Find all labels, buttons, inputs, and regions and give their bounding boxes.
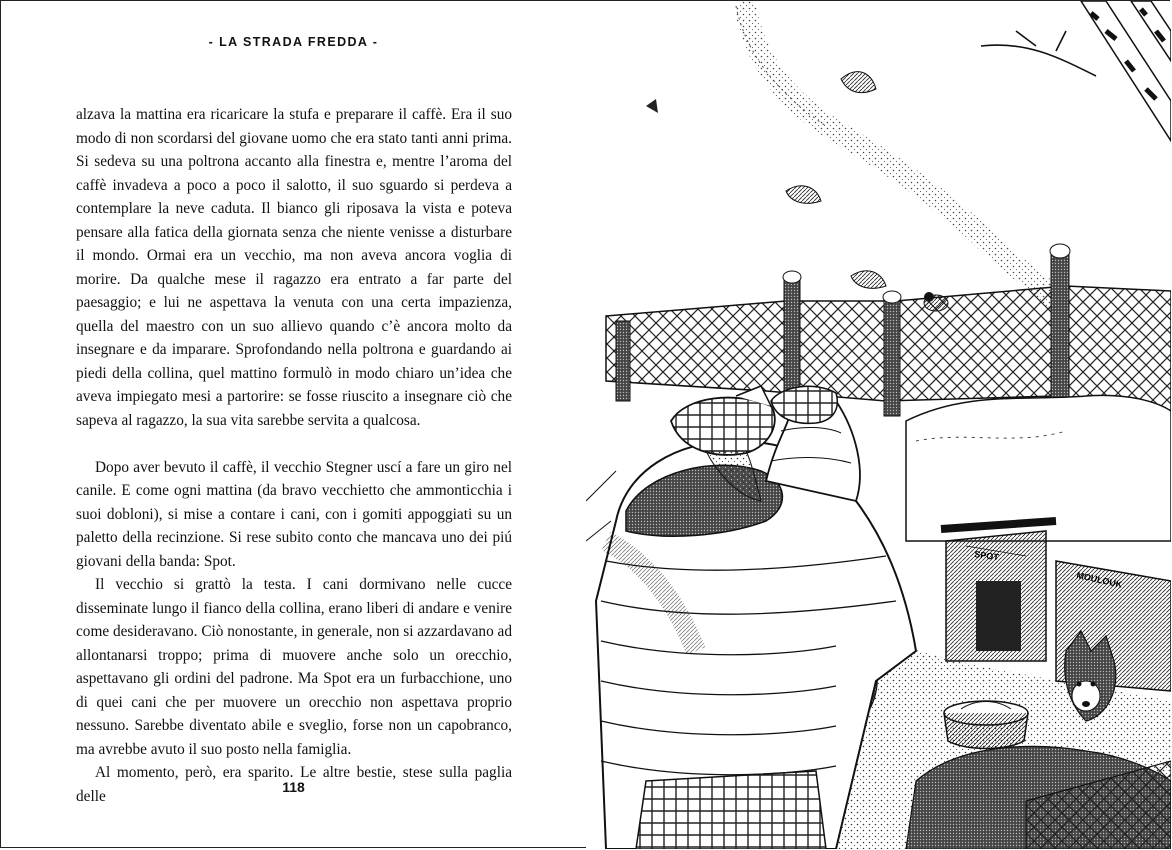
page-number: 118 (282, 779, 305, 795)
left-page (1, 1, 586, 849)
paragraph: Dopo aver bevuto il caffè, il vecchio Stegner uscí a fare un giro nel canile. E come ogni mattina (da bravo vecchietto che ammonticchia i suoi dobloni), si mise a contare i cani, con i gomiti appoggiati su un paletto della recinzione. Si rese subito conto che mancava uno dei piú giovani della banda: Spot. (76, 458, 512, 570)
paragraph: Al momento, però, era sparito. Le altre bestie, stese sulla paglia delle (76, 764, 512, 805)
paragraph: Il vecchio si grattò la testa. I cani dormivano nelle cucce disseminate lungo il fianco della collina, erano liberi di andare e venire come desideravano. Ciò nonostante, in generale, non si azzardavano ad allontanarsi troppo; prima di muovere anche solo un orecchio, aspettavano gli ordini del padrone. Ma Spot era un furbacchione, uno di quei cani che per muovere un orecchio non aspettava proprio nessuno. Sarebbe diventato abile e sveglio, forse non un capobranco, ma avrebbe avuto il suo posto nella famiglia. (76, 576, 512, 758)
doghouse-sign-mouluk: MOULOUK (1075, 570, 1124, 590)
right-page (586, 1, 1171, 849)
paragraph: alzava la mattina era ricaricare la stufa e preparare il caffè. Era il suo modo di non scordarsi del giovane uomo che era stato tanti anni prima. Si sedeva su una poltrona accanto alla finestra e, mentre l’aroma del caffè invadeva a poco a poco il salotto, il suo sguardo si perdeva a contemplare la neve caduta. Il bianco gli riposava la vista e poteva pensare alla fatica della giornata senza che niente venisse a disturbare il mondo. Ormai era un vecchio, ma non aveva ancora voglia di morire. Da qualche mese il ragazzo era entrato a far parte del paesaggio; e lui ne aspettava la venuta con una certa impazienza, quella del maestro con un suo allievo quando c’è ancora molto da insegnare e da imparare. Sprofondando nella poltrona e guardando ai piedi della collina, quel mattino formulò in modo chiaro un’idea che aveva impiegato mesi a partorire: se fosse riuscito a insegnare ciò che sapeva al ragazzo, la sua vita sarebbe servita a qualcosa. (76, 106, 512, 429)
doghouse-sign-spot: SPOT (973, 549, 1000, 563)
body-text (76, 103, 512, 808)
running-head: - LA STRADA FREDDA - (208, 35, 379, 49)
food-bowl (944, 701, 1028, 749)
illustration-old-man-and-sled-dogs (586, 1, 1171, 849)
